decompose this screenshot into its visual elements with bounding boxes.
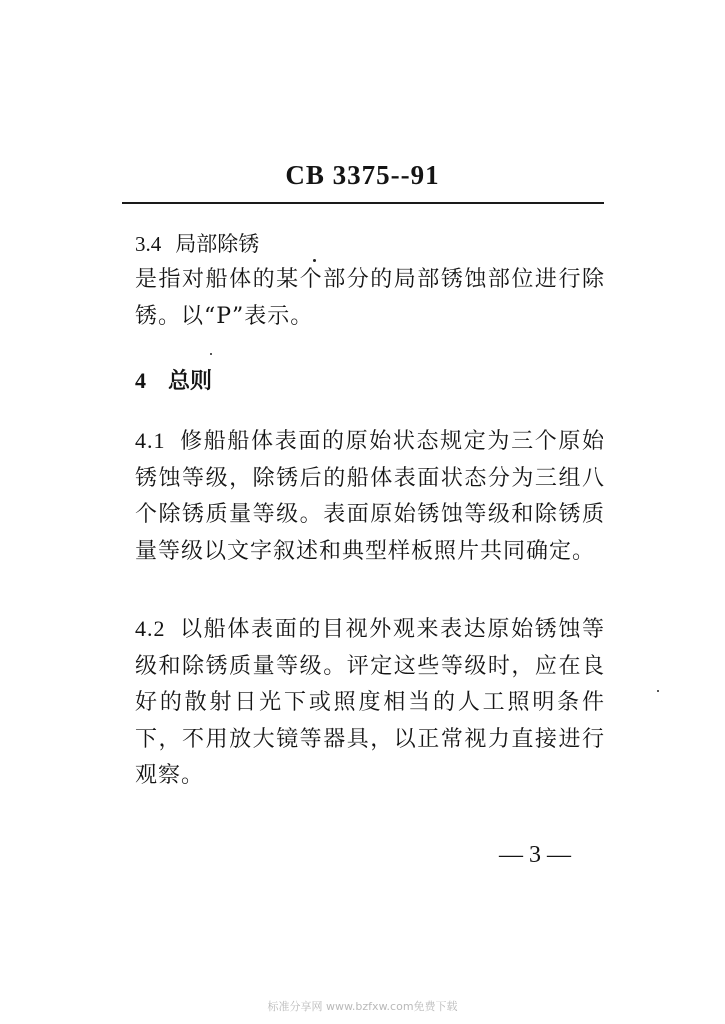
section-number: 3.4: [135, 232, 162, 256]
scan-speck: [313, 259, 316, 262]
section-body: 修船船体表面的原始状态规定为三个原始锈蚀等级，除锈后的船体表面状态分为三组八个除锈质量等级。表面原始锈蚀等级和除锈质量等级以文字叙述和典型样板照片共同确定。: [135, 429, 605, 564]
section-4-1-paragraph: [135, 423, 605, 570]
header-rule: [122, 202, 604, 204]
section-number: 4.1: [135, 428, 166, 453]
section-number: 4: [135, 368, 146, 393]
section-4-2-paragraph: [135, 611, 605, 795]
standard-code: CB 3375--91: [285, 160, 440, 190]
section-title: 局部除锈: [175, 232, 260, 256]
section-3-4-body: 是指对船体的某个部分的局部锈蚀部位进行除锈。以“P”表示。: [135, 267, 605, 329]
scan-speck: [657, 690, 659, 692]
section-3-4-heading: [135, 228, 605, 258]
section-number: 4.2: [135, 616, 166, 641]
scan-speck: [210, 353, 212, 355]
section-4-heading: [135, 364, 605, 395]
section-title: 总则: [168, 368, 213, 394]
page-number: — 3 —: [499, 842, 571, 868]
section-body: 以船体表面的目视外观来表达原始锈蚀等级和除锈质量等级。评定这些等级时，应在良好的散射日光下或照度相当的人工照明条件下，不用放大镜等器具，以正常视力直接进行观察。: [135, 617, 605, 788]
watermark: 标准分享网 www.bzfxw.com免费下载: [267, 1000, 458, 1013]
